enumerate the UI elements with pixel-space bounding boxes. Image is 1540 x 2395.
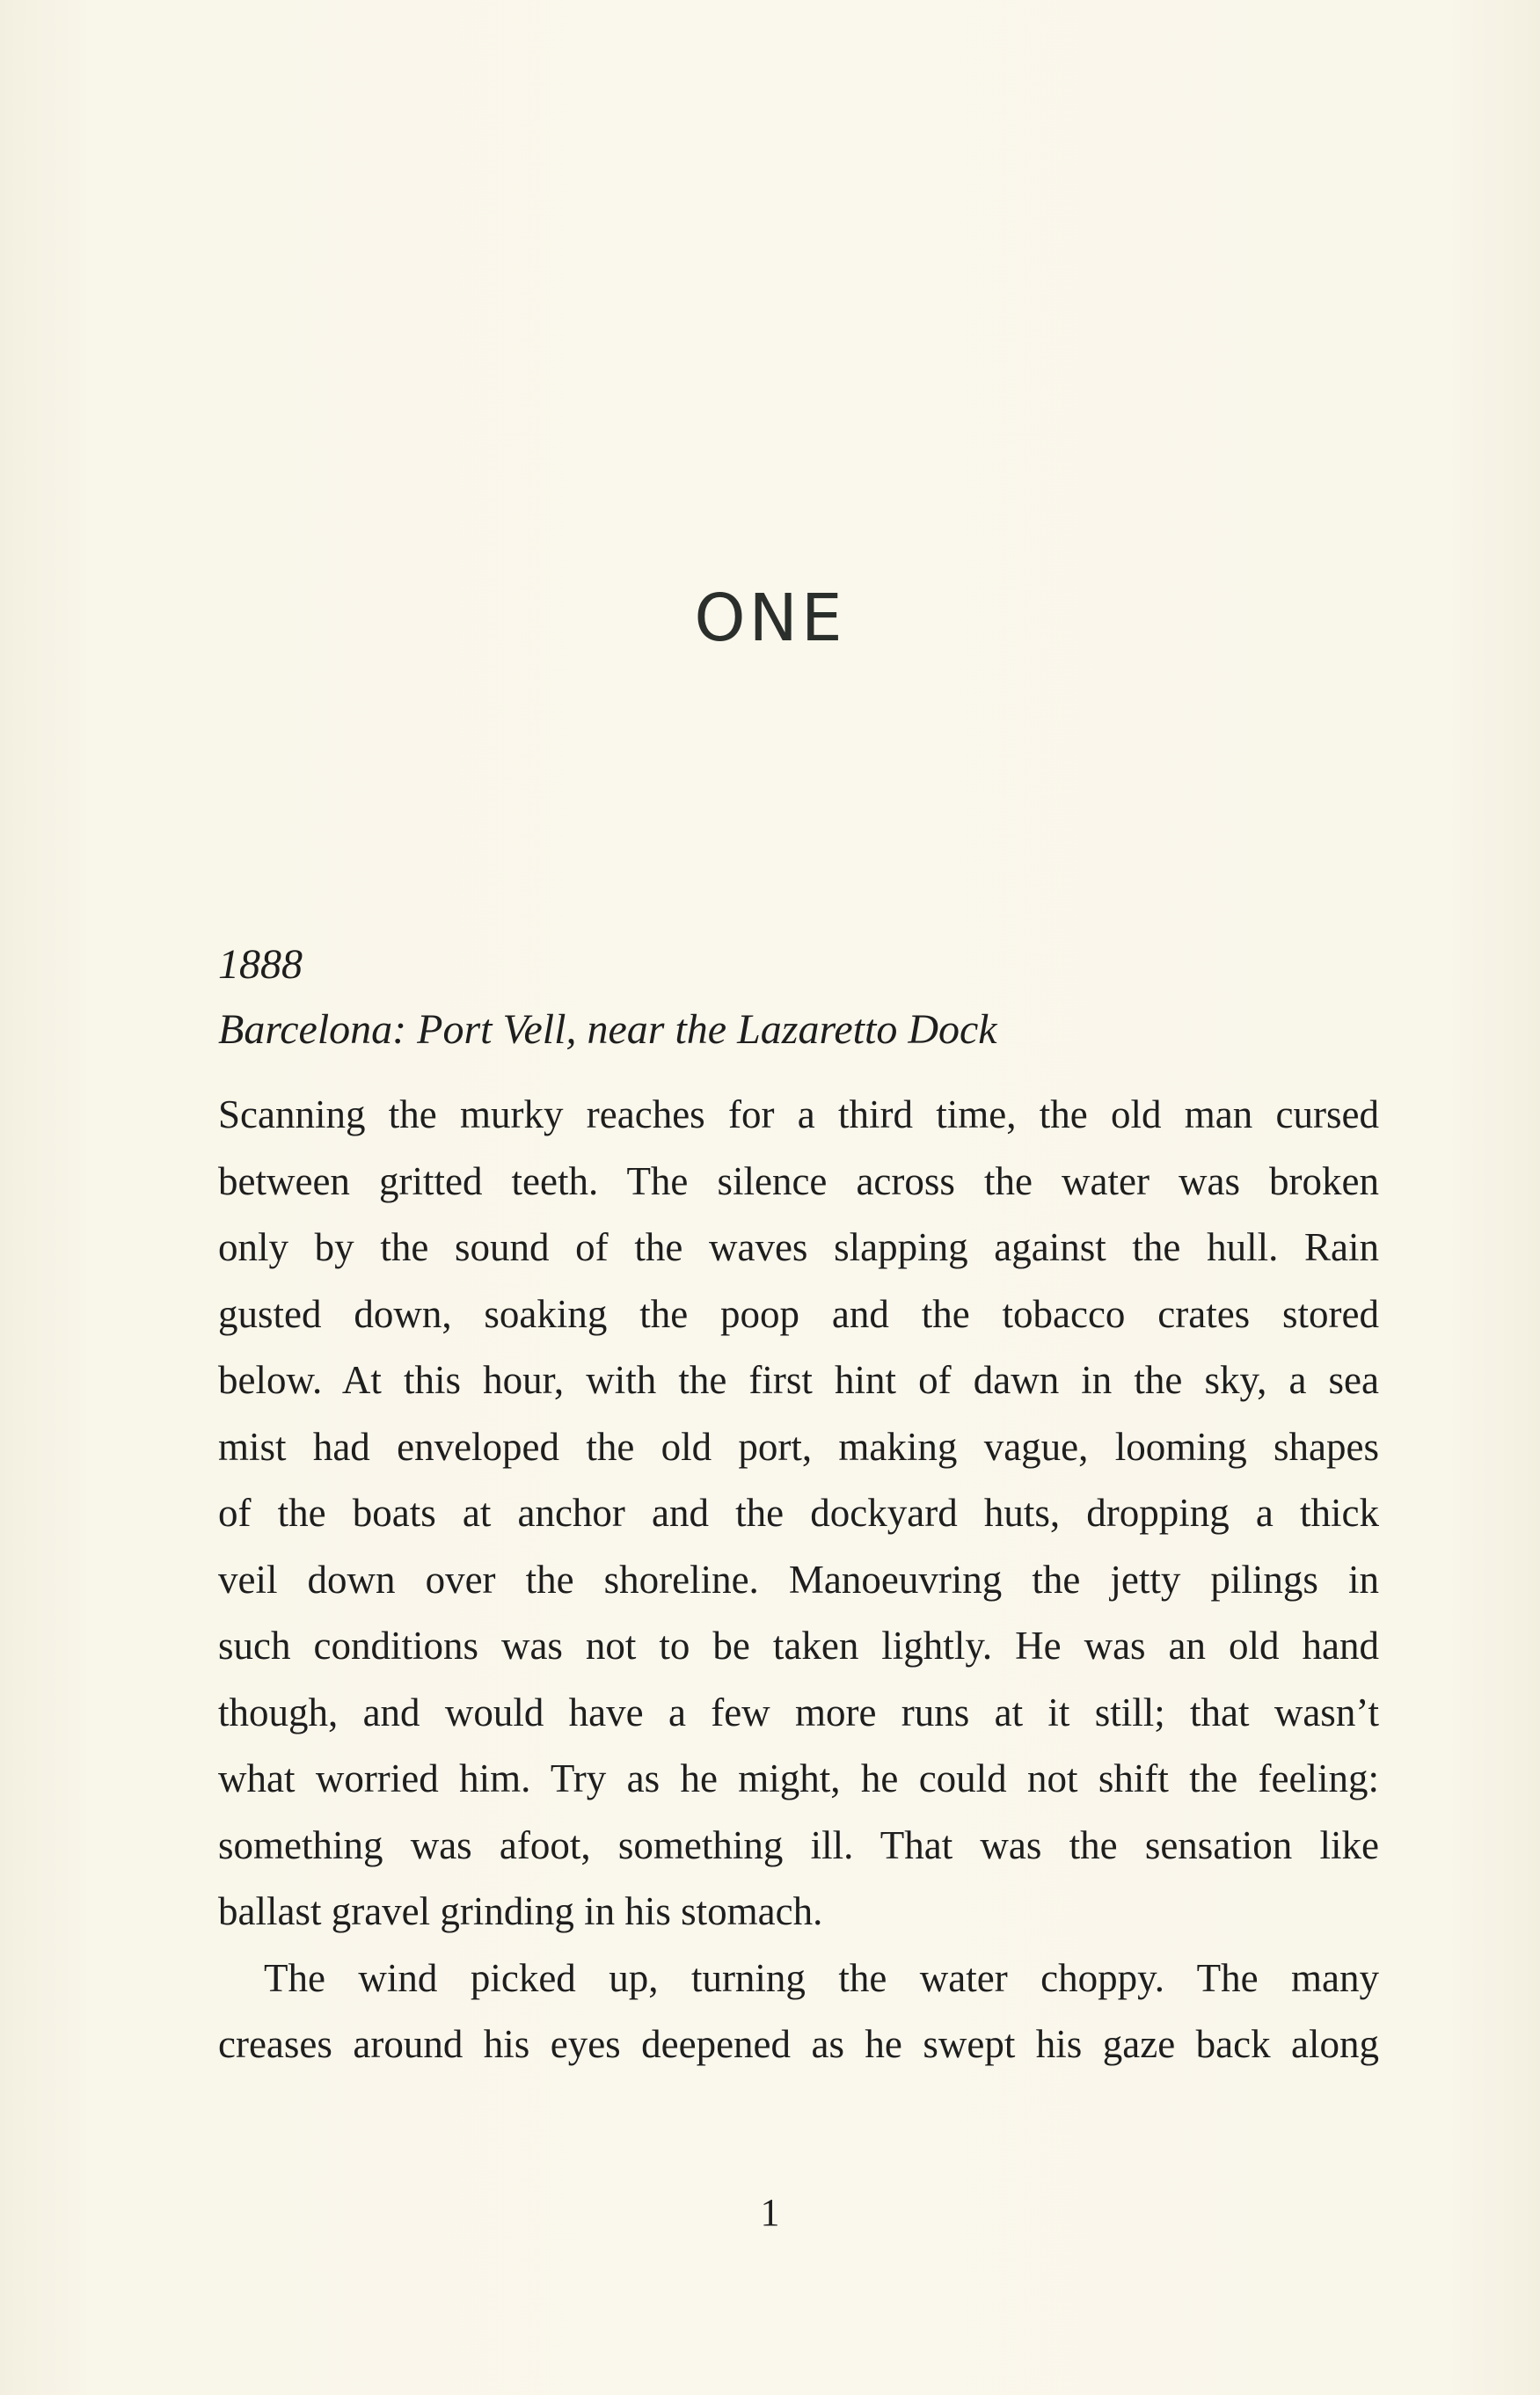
text-line: something was afoot, something ill. That was the sensation like	[218, 1822, 1379, 1867]
text-line: such conditions was not to be taken lightly. He was an old hand	[218, 1624, 1379, 1668]
paragraph	[218, 1946, 1379, 2078]
paragraph	[218, 1082, 1379, 1946]
text-line: only by the sound of the waves slapping against the hull. Rain	[218, 1225, 1379, 1269]
text-line: creases around his eyes deepened as he swept his gaze back along	[218, 2022, 1379, 2066]
dateline-year: 1888	[218, 941, 303, 988]
text-line: though, and would have a few more runs at it still; that wasn’t	[218, 1690, 1379, 1734]
body-text	[218, 1082, 1379, 2078]
dateline	[218, 932, 997, 1062]
text-line: Scanning the murky reaches for a third time, the old man cursed	[218, 1092, 1379, 1136]
text-line: veil down over the shoreline. Manoeuvring the jetty pilings in	[218, 1557, 1379, 1602]
text-line: what worried him. Try as he might, he could not shift the feeling:	[218, 1756, 1379, 1800]
text-line: of the boats at anchor and the dockyard huts, dropping a thick	[218, 1491, 1379, 1535]
text-line: ballast gravel grinding in his stomach.	[218, 1889, 823, 1933]
page-number: 1	[760, 2191, 780, 2234]
dateline-place: Barcelona: Port Vell, near the Lazaretto Dock	[218, 1006, 997, 1053]
text-line: gusted down, soaking the poop and the tobacco crates stored	[218, 1291, 1379, 1336]
text-line: below. At this hour, with the first hint of dawn in the sky, a sea	[218, 1358, 1379, 1402]
text-line: between gritted teeth. The silence across the water was broken	[218, 1158, 1379, 1203]
chapter-heading: ONE	[694, 580, 846, 656]
text-line: The wind picked up, turning the water choppy. The many	[264, 1955, 1379, 2000]
text-line: mist had enveloped the old port, making vague, looming shapes	[218, 1424, 1379, 1469]
